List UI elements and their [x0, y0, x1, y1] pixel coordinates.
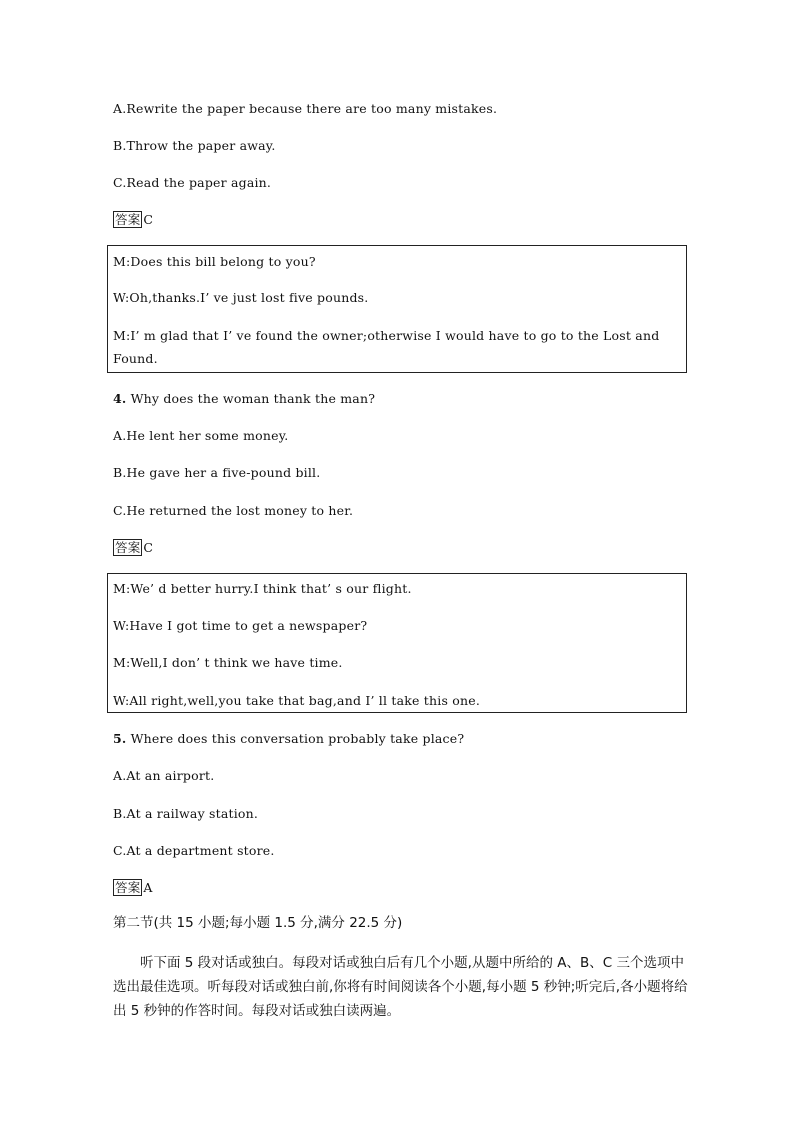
answer-label: 答案	[115, 880, 141, 895]
answer-value: A	[143, 880, 153, 895]
q3-answer	[113, 211, 153, 228]
transcript-line: M:I’ m glad that I’ ve found the owner;otherwise I would have to go to the Lost and	[113, 328, 660, 343]
q5-option-a: A.At an airport.	[113, 768, 215, 783]
transcript-box-q5	[107, 573, 687, 713]
question-text: Where does this conversation probably take place?	[126, 731, 465, 746]
question-number: 5.	[113, 731, 127, 746]
answer-label: 答案	[115, 212, 141, 227]
transcript-line: M:Well,I don’ t think we have time.	[113, 655, 343, 670]
q4-option-a: A.He lent her some money.	[113, 428, 289, 443]
question-number: 4.	[113, 391, 127, 406]
transcript-box-q4	[107, 245, 687, 373]
q4-answer	[113, 539, 153, 556]
q4-option-b: B.He gave her a five-pound bill.	[113, 465, 321, 480]
transcript-line: M:We’ d better hurry.I think that’ s our flight.	[113, 581, 412, 596]
q4-question	[113, 391, 375, 407]
q3-option-b: B.Throw the paper away.	[113, 138, 276, 153]
q5-option-c: C.At a department store.	[113, 843, 275, 858]
transcript-line: W:Have I got time to get a newspaper?	[113, 618, 368, 633]
section-instructions: 听下面 5 段对话或独白。每段对话或独白后有几个小题,从题中所给的 A、B、C 三个选项中选出最佳选项。听每段对话或独白前,你将有时间阅读各个小题,每小题 5 秒钟;听完后,各小题将给出 5 秒钟的作答时间。每段对话或独白读两遍。	[113, 955, 688, 1019]
answer-value: C	[143, 212, 154, 227]
section-heading: 第二节(共 15 小题;每小题 1.5 分,满分 22.5 分)	[113, 915, 403, 931]
q4-option-c: C.He returned the lost money to her.	[113, 503, 354, 518]
q5-question	[113, 731, 464, 747]
question-text: Why does the woman thank the man?	[126, 391, 376, 406]
transcript-line: W:All right,well,you take that bag,and I’ ll take this one.	[113, 693, 480, 708]
transcript-line: W:Oh,thanks.I’ ve just lost five pounds.	[113, 290, 369, 305]
answer-label: 答案	[115, 540, 141, 555]
answer-value: C	[143, 540, 154, 555]
transcript-line: M:Does this bill belong to you?	[113, 254, 316, 269]
q3-option-a: A.Rewrite the paper because there are too many mistakes.	[113, 101, 498, 116]
q3-option-c: C.Read the paper again.	[113, 175, 272, 190]
q5-answer	[113, 879, 153, 896]
transcript-line: Found.	[113, 351, 158, 366]
q5-option-b: B.At a railway station.	[113, 806, 259, 821]
